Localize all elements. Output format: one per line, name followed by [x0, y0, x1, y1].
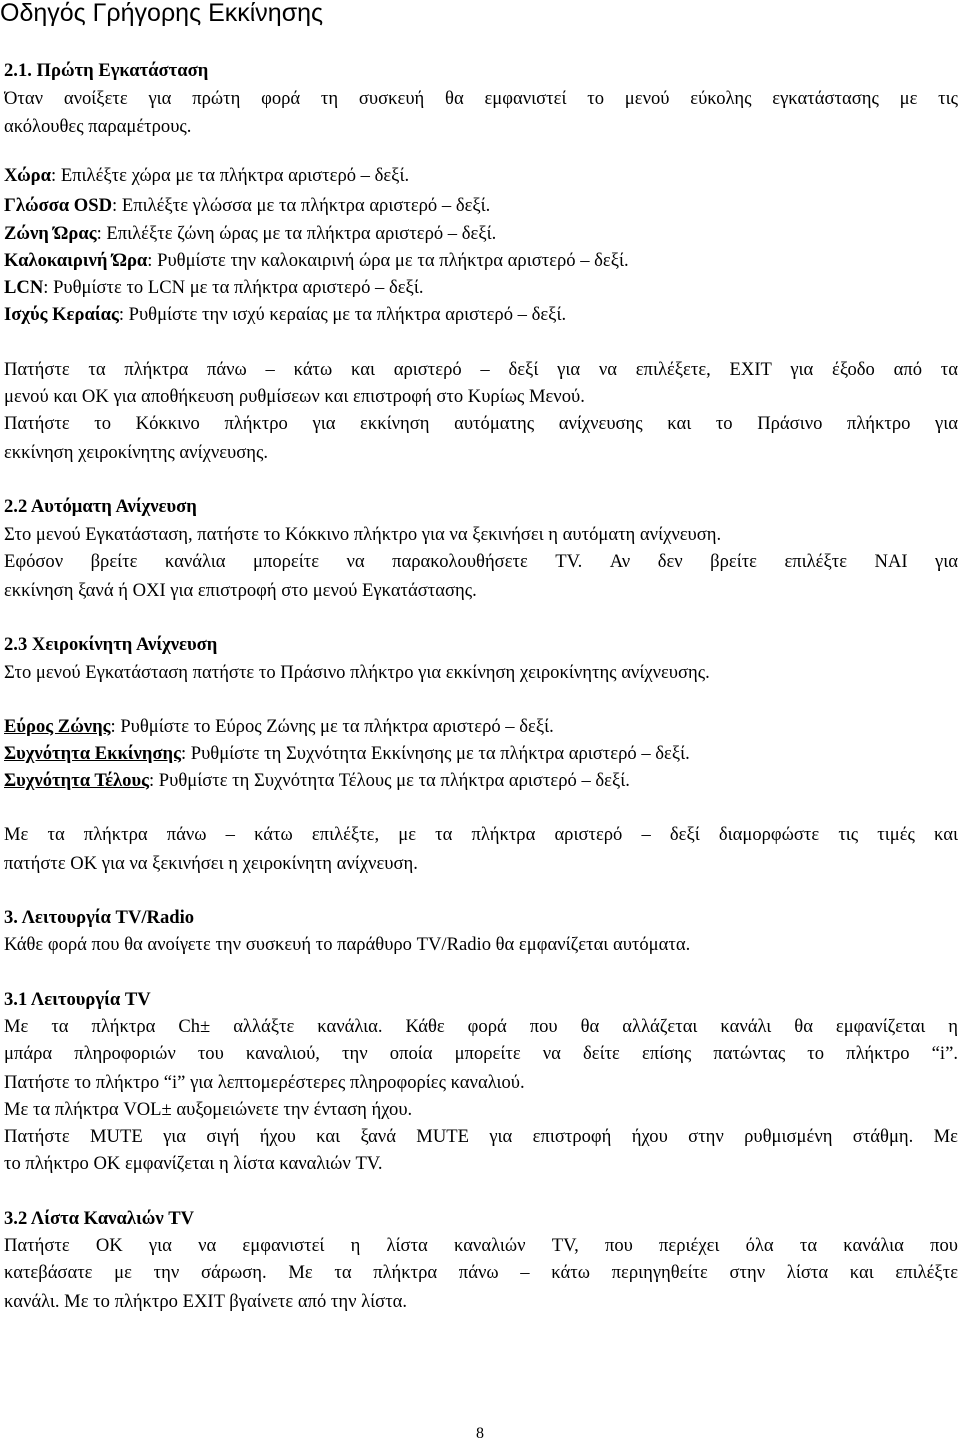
paragraph-line: Με τα πλήκτρα VOL± αυξομειώνετε την ένταση ήχου. — [4, 1099, 413, 1120]
paragraph-line: Με τα πλήκτρα πάνω – κάτω επιλέξτε, με τα πλήκτρα αριστερό – δεξί διαμορφώστε τις τιμές και — [4, 824, 958, 845]
param-label: Συχνότητα Εκκίνησης — [4, 743, 181, 764]
param-label: Συχνότητα Τέλους — [4, 770, 149, 791]
param-text: : Επιλέξτε ζώνη ώρας με τα πλήκτρα αριστερό – δεξί. — [96, 223, 497, 244]
param-text: : Ρυθμίστε τη Συχνότητα Τέλους με τα πλήκτρα αριστερό – δεξί. — [148, 770, 630, 791]
param-label: Χώρα — [4, 165, 51, 186]
section-heading-2-1: 2.1. Πρώτη Εγκατάσταση — [4, 60, 209, 81]
param-time-zone — [4, 221, 958, 247]
param-text: : Επιλέξτε γλώσσα με τα πλήκτρα αριστερό – δεξί. — [112, 195, 491, 216]
param-label: Ισχύς Κεραίας — [4, 304, 119, 325]
param-text: : Ρυθμίστε το Εύρος Ζώνης με τα πλήκτρα αριστερό – δεξί. — [110, 716, 554, 737]
paragraph-line: ακόλουθες παραμέτρους. — [4, 116, 192, 137]
paragraph-line: μπάρα πληροφοριών του καναλιού, την οποία μπορείτε να δείτε επίσης πατώντας το πλήκτρο “i”. — [4, 1043, 958, 1064]
paragraph-line: κατεβάσατε με την σάρωση. Με τα πλήκτρα πάνω – κάτω περιηγηθείτε στην λίστα και επιλέξτε — [4, 1262, 958, 1283]
param-osd-language — [4, 193, 958, 219]
param-text: : Ρυθμίστε το LCN με τα πλήκτρα αριστερό – δεξί. — [43, 277, 424, 298]
paragraph-line: Στο μενού Εγκατάσταση, πατήστε το Κόκκινο πλήκτρο για να ξεκινήσει η αυτόματη ανίχνευση. — [4, 524, 722, 545]
param-start-frequency — [4, 741, 958, 767]
paragraph-line: Με τα πλήκτρα Ch± αλλάξτε κανάλια. Κάθε φορά που θα αλλάζεται κανάλι θα εμφανίζεται η — [4, 1016, 958, 1037]
paragraph-line: Πατήστε MUTE για σιγή ήχου και ξανά MUTE για επιστροφή ήχου στην ρυθμισμένη στάθμη. Με — [4, 1126, 958, 1147]
param-label: Καλοκαιρινή Ώρα — [4, 250, 148, 271]
param-bandwidth — [4, 714, 958, 740]
paragraph-line: κανάλι. Με το πλήκτρο EXIT βγαίνετε από την λίστα. — [4, 1291, 408, 1312]
paragraph-line: Κάθε φορά που θα ανοίγετε την συσκευή το παράθυρο TV/Radio θα εμφανίζεται αυτόματα. — [4, 934, 691, 955]
paragraph-line: πατήστε OK για να ξεκινήσει η χειροκίνητη ανίχνευση. — [4, 853, 418, 874]
section-heading-3: 3. Λειτουργία TV/Radio — [4, 907, 195, 928]
section-heading-3-1: 3.1 Λειτουργία TV — [4, 989, 151, 1010]
param-text: : Ρυθμίστε τη Συχνότητα Εκκίνησης με τα πλήκτρα αριστερό – δεξί. — [180, 743, 690, 764]
paragraph-line: Πατήστε το Κόκκινο πλήκτρο για εκκίνηση αυτόματης ανίχνευσης και το Πράσινο πλήκτρο για — [4, 413, 958, 434]
param-end-frequency — [4, 768, 958, 794]
param-label: Εύρος Ζώνης — [4, 716, 111, 737]
param-country — [4, 163, 958, 189]
paragraph-line: το πλήκτρο OK εμφανίζεται η λίστα καναλιών TV. — [4, 1153, 383, 1174]
param-label: Ζώνη Ώρας — [4, 223, 97, 244]
page-number: 8 — [476, 1425, 484, 1442]
paragraph-line: Εφόσον βρείτε κανάλια μπορείτε να παρακολουθήσετε TV. Αν δεν βρείτε επιλέξτε ΝΑΙ για — [4, 551, 958, 572]
param-label: Γλώσσα OSD — [4, 195, 113, 216]
paragraph-line: Στο μενού Εγκατάσταση πατήστε το Πράσινο πλήκτρο για εκκίνηση χειροκίνητης ανίχνευσης. — [4, 662, 710, 683]
param-summer-time — [4, 248, 958, 274]
param-text: : Ρυθμίστε την ισχύ κεραίας με τα πλήκτρα αριστερό – δεξί. — [118, 304, 567, 325]
paragraph-line: Πατήστε τα πλήκτρα πάνω – κάτω και αριστερό – δεξί για να επιλέξετε, EXIT για έξοδο από τα — [4, 359, 958, 380]
paragraph-line: Πατήστε OK για να εμφανιστεί η λίστα καναλιών TV, που περιέχει όλα τα κανάλια που — [4, 1235, 958, 1256]
param-label: LCN — [4, 277, 44, 298]
paragraph-line: μενού και OK για αποθήκευση ρυθμίσεων και επιστροφή στο Κυρίως Μενού. — [4, 386, 585, 407]
section-heading-2-3: 2.3 Χειροκίνητη Ανίχνευση — [4, 634, 218, 655]
section-heading-2-2: 2.2 Αυτόματη Ανίχνευση — [4, 496, 197, 517]
page-title: Οδηγός Γρήγορης Εκκίνησης — [0, 0, 324, 27]
paragraph-line: εκκίνηση ξανά ή ΟΧΙ για επιστροφή στο μενού Εγκατάστασης. — [4, 580, 477, 601]
param-lcn — [4, 275, 958, 301]
paragraph-line: Πατήστε το πλήκτρο “i” για λεπτομερέστερες πληροφορίες καναλιού. — [4, 1072, 525, 1093]
section-heading-3-2: 3.2 Λίστα Καναλιών TV — [4, 1208, 195, 1229]
param-text: : Επιλέξτε χώρα με τα πλήκτρα αριστερό – δεξί. — [51, 165, 410, 186]
paragraph-line: Όταν ανοίξετε για πρώτη φορά τη συσκευή θα εμφανιστεί το μενού εύκολης εγκατάστασης με τις — [4, 88, 958, 109]
paragraph-line: εκκίνηση χειροκίνητης ανίχνευσης. — [4, 442, 269, 463]
param-antenna-power — [4, 302, 958, 328]
param-text: : Ρυθμίστε την καλοκαιρινή ώρα με τα πλήκτρα αριστερό – δεξί. — [147, 250, 629, 271]
